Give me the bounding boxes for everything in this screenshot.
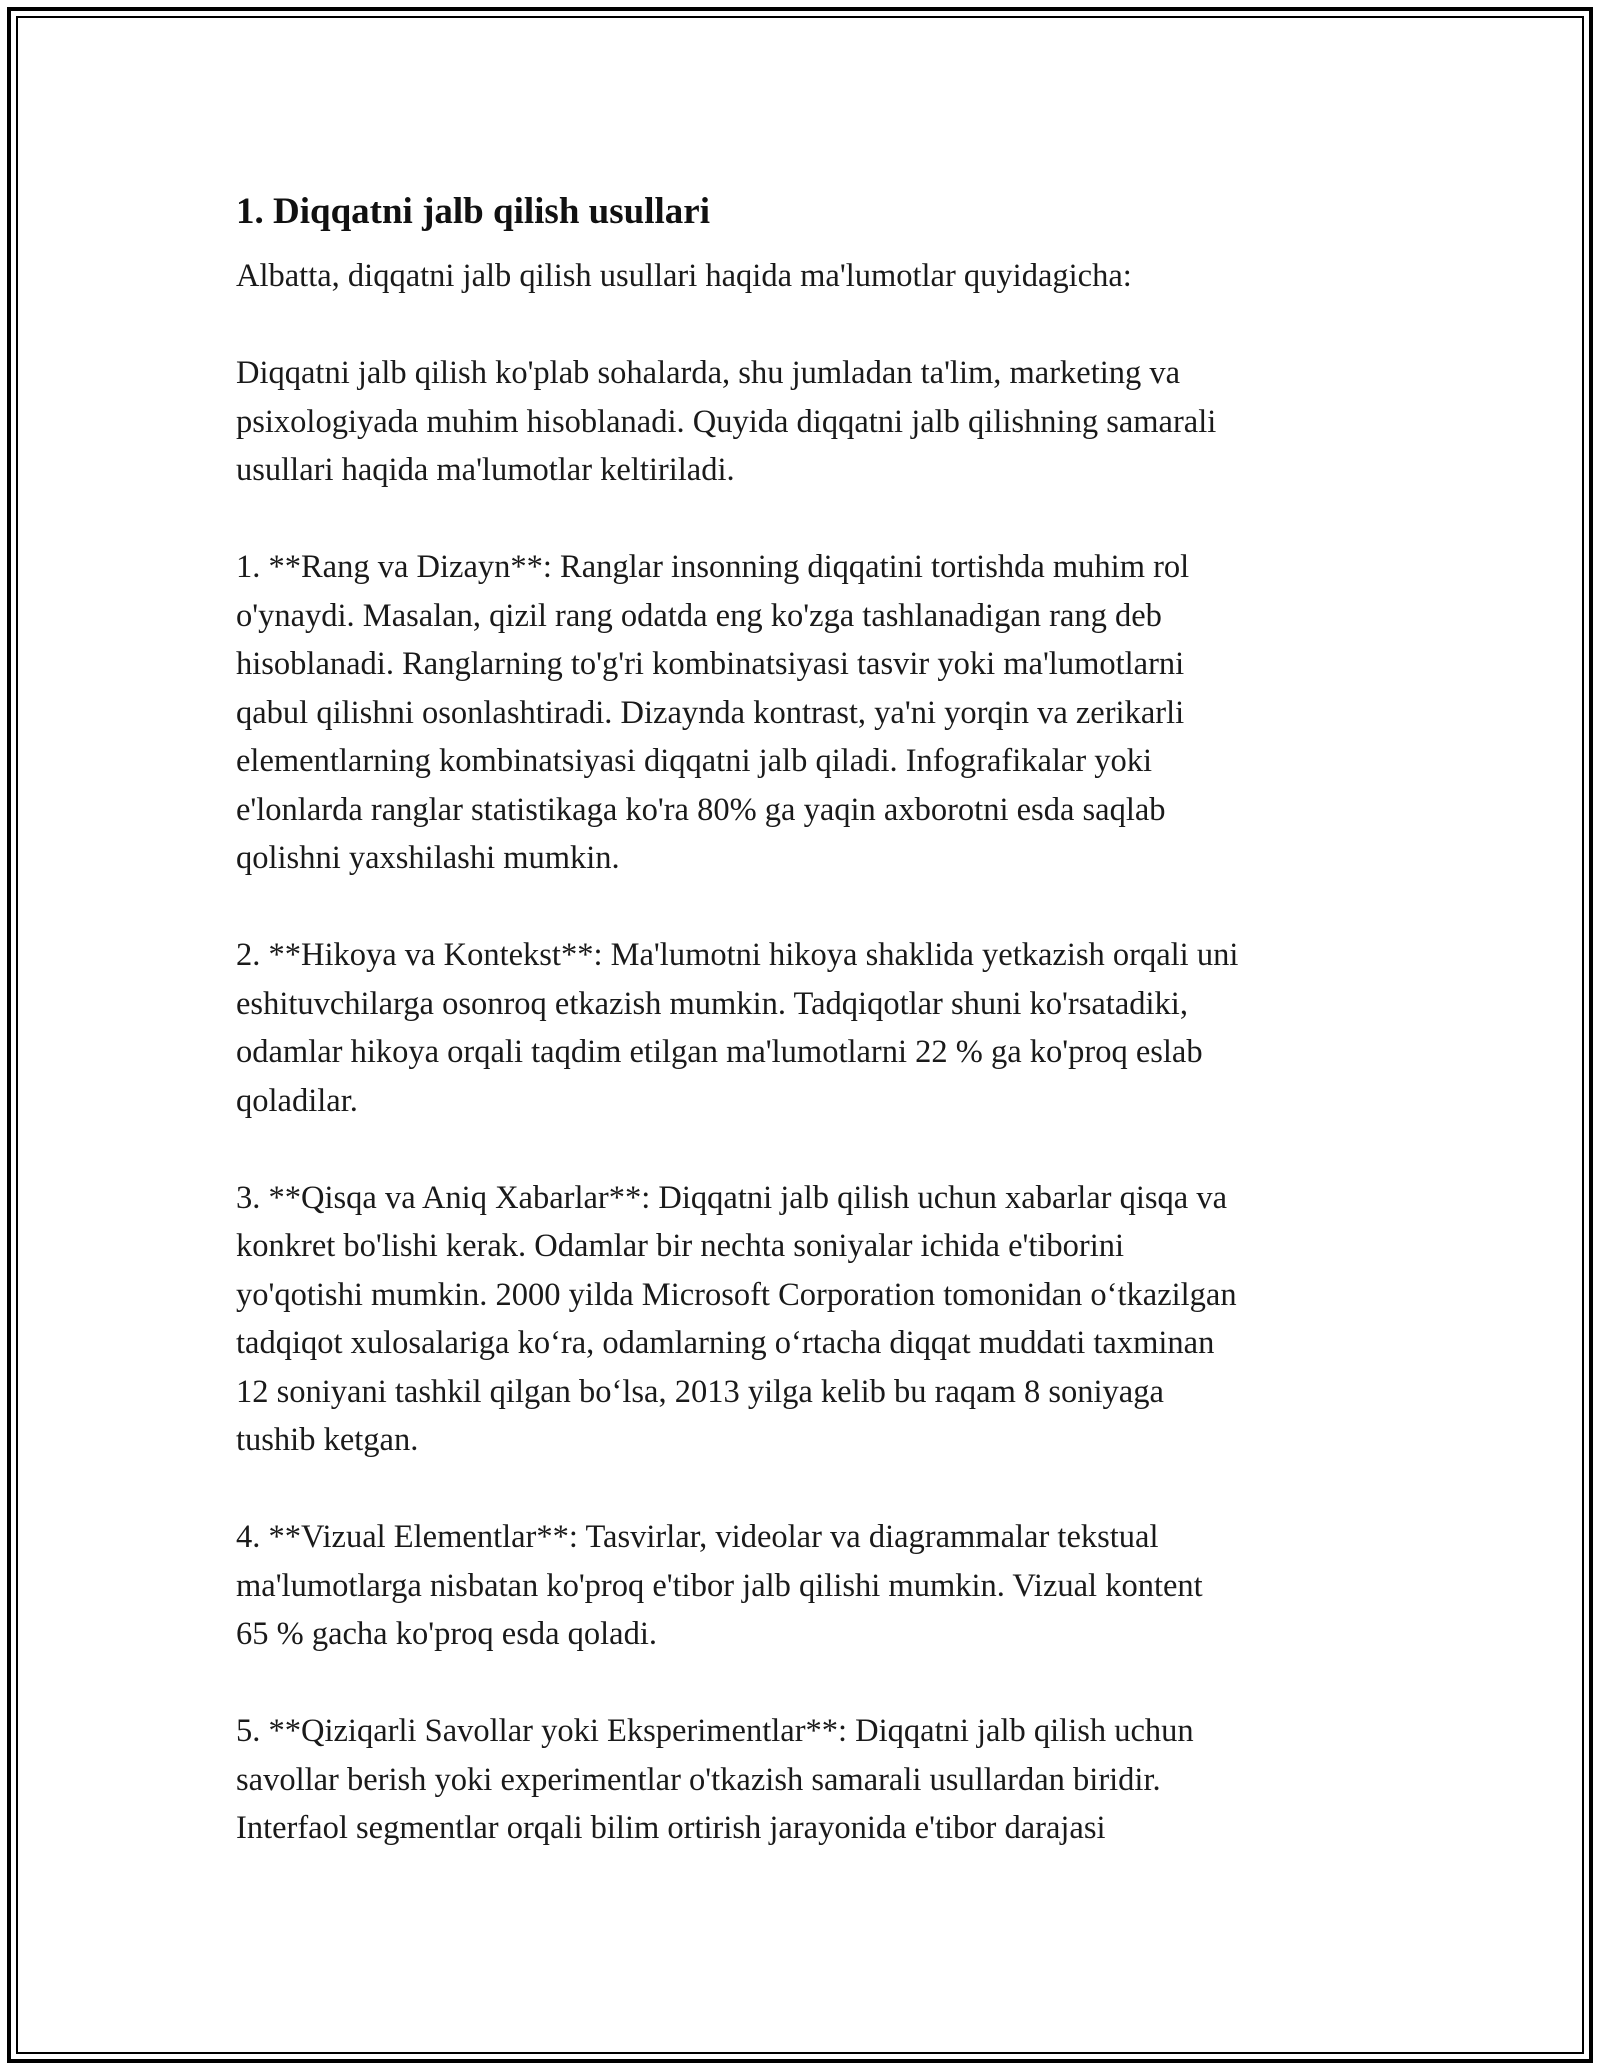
paragraph-line: tadqiqot xulosalariga ko‘ra, odamlarning o‘rtacha diqqat muddati taxminan — [236, 1325, 1215, 1361]
paragraph — [236, 931, 1376, 1125]
paragraph-list — [236, 252, 1376, 1853]
paragraph-line: qabul qilishni osonlashtiradi. Dizaynda kontrast, ya'ni yorqin va zerikarli — [236, 694, 1185, 731]
paragraph-line: 4. **Vizual Elementlar**: Tasvirlar, videolar va diagrammalar tekstual — [236, 1519, 1159, 1555]
paragraph-line: yo'qotishi mumkin. 2000 yilda Microsoft Corporation tomonidan o‘tkazilgan — [236, 1276, 1237, 1313]
document-title: 1. Diqqatni jalb qilish usullari — [236, 191, 710, 232]
paragraph-line: Interfaol segmentlar orqali bilim ortirish jarayonida e'tibor darajasi — [236, 1810, 1106, 1846]
paragraph-line: hisoblanadi. Ranglarning to'g'ri kombinatsiyasi tasvir yoki ma'lumotlarni — [236, 646, 1185, 682]
paragraph-line: Albatta, diqqatni jalb qilish usullari haqida ma'lumotlar quyidagicha: — [236, 258, 1132, 294]
paragraph — [236, 252, 1376, 301]
paragraph — [236, 1513, 1376, 1659]
paragraph-line: Diqqatni jalb qilish ko'plab sohalarda, shu jumladan ta'lim, marketing va — [236, 355, 1181, 391]
paragraph-line: 65 % gacha ko'proq esda qoladi. — [236, 1616, 658, 1652]
paragraph-line: qolishni yaxshilashi mumkin. — [236, 840, 620, 876]
paragraph-line: e'lonlarda ranglar statistikaga ko'ra 80% ga yaqin axborotni esda saqlab — [236, 791, 1166, 828]
paragraph-line: savollar berish yoki experimentlar o'tkazish samarali usullardan biridir. — [236, 1761, 1161, 1798]
paragraph — [236, 543, 1376, 883]
paragraph-line: 3. **Qisqa va Aniq Xabarlar**: Diqqatni jalb qilish uchun xabarlar qisqa va — [236, 1179, 1228, 1216]
paragraph-line: 5. **Qiziqarli Savollar yoki Eksperimentlar**: Diqqatni jalb qilish uchun — [236, 1713, 1194, 1749]
paragraph-line: o'ynaydi. Masalan, qizil rang odatda eng ko'zga tashlanadigan rang deb — [236, 597, 1162, 634]
paragraph-line: 1. **Rang va Dizayn**: Ranglar insonning diqqatini tortishda muhim rol — [236, 549, 1190, 585]
paragraph — [236, 349, 1376, 495]
document-body — [236, 188, 1376, 1901]
paragraph-line: odamlar hikoya orqali taqdim etilgan ma'lumotlarni 22 % ga ko'proq eslab — [236, 1034, 1203, 1070]
paragraph-line: tushib ketgan. — [236, 1422, 419, 1458]
paragraph-line: 2. **Hikoya va Kontekst**: Ma'lumotni hikoya shaklida yetkazish orqali uni — [236, 937, 1239, 973]
paragraph-line: 12 soniyani tashkil qilgan bo‘lsa, 2013 yilga kelib bu raqam 8 soniyaga — [236, 1373, 1164, 1410]
paragraph-line: qoladilar. — [236, 1082, 358, 1119]
paragraph — [236, 1707, 1376, 1853]
paragraph-line: elementlarning kombinatsiyasi diqqatni jalb qiladi. Infografikalar yoki — [236, 743, 1153, 779]
paragraph — [236, 1174, 1376, 1465]
paragraph-line: usullari haqida ma'lumotlar keltiriladi. — [236, 452, 735, 488]
paragraph-line: konkret bo'lishi kerak. Odamlar bir nechta soniyalar ichida e'tiborini — [236, 1228, 1125, 1264]
paragraph-line: psixologiyada muhim hisoblanadi. Quyida diqqatni jalb qilishning samarali — [236, 403, 1217, 440]
paragraph-line: ma'lumotlarga nisbatan ko'proq e'tibor jalb qilishi mumkin. Vizual kontent — [236, 1567, 1203, 1604]
paragraph-line: eshituvchilarga osonroq etkazish mumkin. Tadqiqotlar shuni ko'rsatadiki, — [236, 985, 1188, 1022]
